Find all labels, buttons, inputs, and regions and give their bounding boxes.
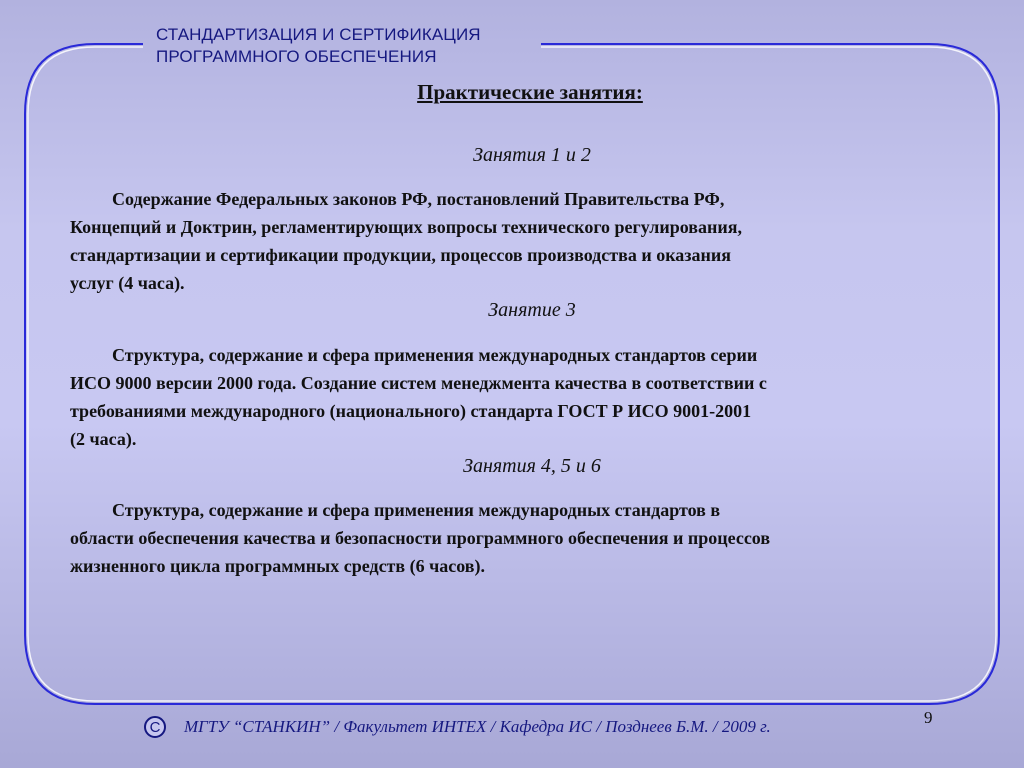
section-1-line: стандартизации и сертификации продукции, процессов производства и оказания [70,245,732,265]
section-2-line: требованиями международного (национального) стандарта ГОСТ Р ИСО 9001-2001 [70,401,752,421]
section-2-line: (2 часа). [70,429,137,449]
page-title: Практические занятия: [417,80,643,104]
section-2-line: Структура, содержание и сфера применения международных стандартов серии [112,345,758,365]
copyright-icon: С [144,716,166,738]
section-3-line: жизненного цикла программных средств (6 часов). [70,556,486,576]
section-2-line: ИСО 9000 версии 2000 года. Создание систем менеджмента качества в соответствии с [70,373,767,393]
section-heading-1: Занятия 1 и 2 [473,144,591,166]
footer-text: МГТУ “СТАНКИН” / Факультет ИНТЕХ / Кафедра ИС / Позднеев Б.М. / 2009 г. [184,717,771,736]
section-3-line: области обеспечения качества и безопасности программного обеспечения и процессов [70,528,771,548]
section-1-line: услуг (4 часа). [70,273,185,293]
section-heading-3: Занятия 4, 5 и 6 [463,455,601,477]
page-number: 9 [924,708,933,727]
course-header-line2: ПРОГРАММНОГО ОБЕСПЕЧЕНИЯ [156,47,437,66]
section-3-line: Структура, содержание и сфера применения международных стандартов в [112,500,721,520]
section-body-2 [70,341,970,453]
footer [144,713,771,741]
course-header [156,24,481,68]
section-1-line: Концепций и Доктрин, регламентирующих вопросы технического регулирования, [70,217,743,237]
section-body-1 [70,185,970,297]
course-header-line1: СТАНДАРТИЗАЦИЯ И СЕРТИФИКАЦИЯ [156,25,481,44]
section-heading-2: Занятие 3 [488,299,576,321]
section-body-3 [70,496,970,580]
section-1-line: Содержание Федеральных законов РФ, постановлений Правительства РФ, [112,189,725,209]
